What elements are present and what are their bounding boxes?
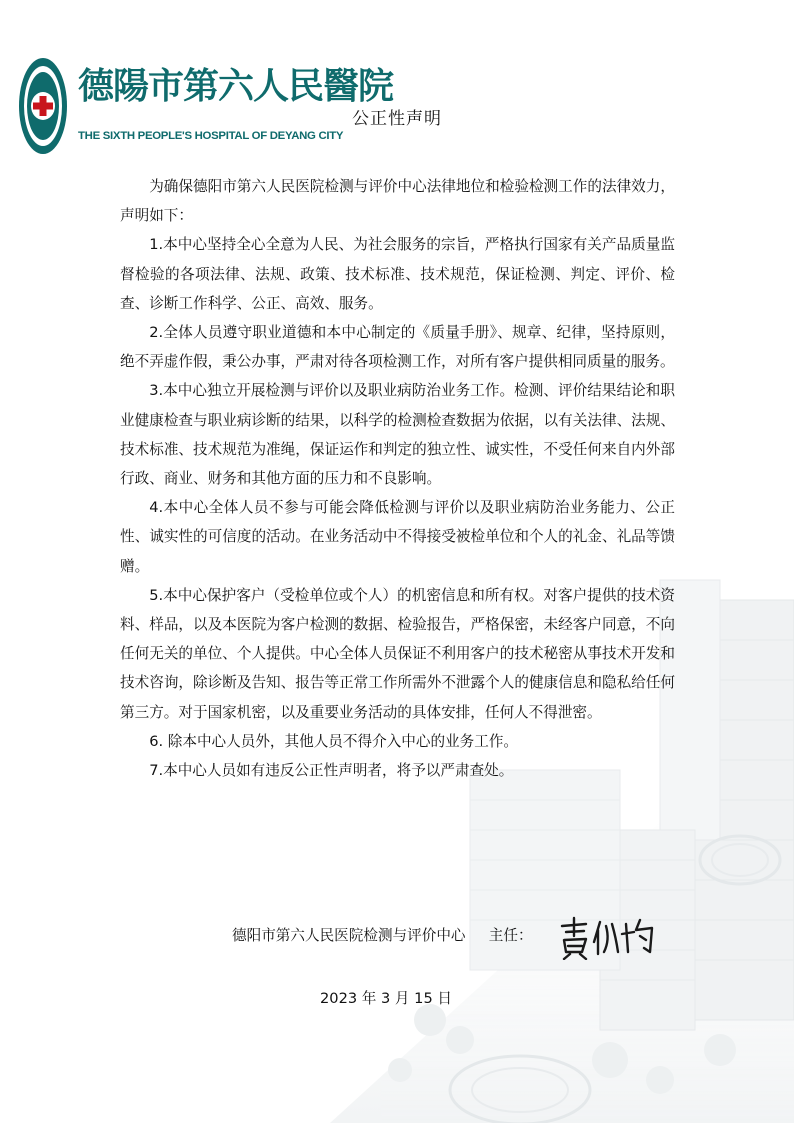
clause-3: 3.本中心独立开展检测与评价以及职业病防治业务工作。检测、评价结果结论和职业健康检查与职业病诊断的结果，以科学的检测检查数据为依据，以有关法律、法规、技术标准、技术规范为准绳，保证运作和判定的独立性、诚实性，不受任何来自内外部行政、商业、财务和其他方面的压力和不良影响。 — [120, 382, 675, 488]
signing-organization: 德阳市第六人民医院检测与评价中心 — [232, 927, 466, 944]
signature-line — [232, 924, 533, 945]
page-title: 公正性声明 — [352, 109, 442, 129]
clause-5: 5.本中心保护客户（受检单位或个人）的机密信息和所有权。对客户提供的技术资料、样品，以及本医院为客户检测的数据、检验报告，严格保密，未经客户同意，不向任何无关的单位、个人提供。中心全体人员保证不利用客户的技术秘密从事技术开发和技术咨询，除诊断及告知、报告等正常工作所需外不泄露个人的健康信息和隐私给任何第三方。对于国家机密，以及重要业务活动的具体安排，任何人不得泄密。 — [120, 586, 675, 721]
handwritten-signature — [556, 912, 656, 960]
logo-chinese-name: 德陽市第六人民醫院 — [78, 65, 394, 107]
clause-7: 7.本中心人员如有违反公正性声明者，将予以严肃查处。 — [149, 762, 514, 780]
logo-english-name: THE SIXTH PEOPLE'S HOSPITAL OF DEYANG CITY — [78, 130, 344, 142]
intro-paragraph: 为确保德阳市第六人民医院检测与评价中心法律地位和检验检测工作的法律效力，声明如下： — [120, 178, 675, 225]
signer-role: 主任： — [488, 927, 533, 944]
clause-6: 6. 除本中心人员外，其他人员不得介入中心的业务工作。 — [149, 732, 519, 750]
clause-1: 1.本中心坚持全心全意为人民、为社会服务的宗旨，严格执行国家有关产品质量监督检验的各项法律、法规、政策、技术标准、技术规范，保证检测、判定、评价、检查、诊断工作科学、公正、高效、服务。 — [120, 236, 675, 312]
clause-2: 2.全体人员遵守职业道德和本中心制定的《质量手册》、规章、纪律，坚持原则，绝不弄虚作假，秉公办事，严肃对待各项检测工作，对所有客户提供相同质量的服务。 — [120, 324, 675, 371]
statement-date: 2023 年 3 月 15 日 — [320, 990, 452, 1007]
clause-4: 4.本中心全体人员不参与可能会降低检测与评价以及职业病防治业务能力、公正性、诚实性的可信度的活动。在业务活动中不得接受被检单位和个人的礼金、礼品等馈赠。 — [120, 499, 675, 575]
statement-body — [120, 172, 675, 785]
